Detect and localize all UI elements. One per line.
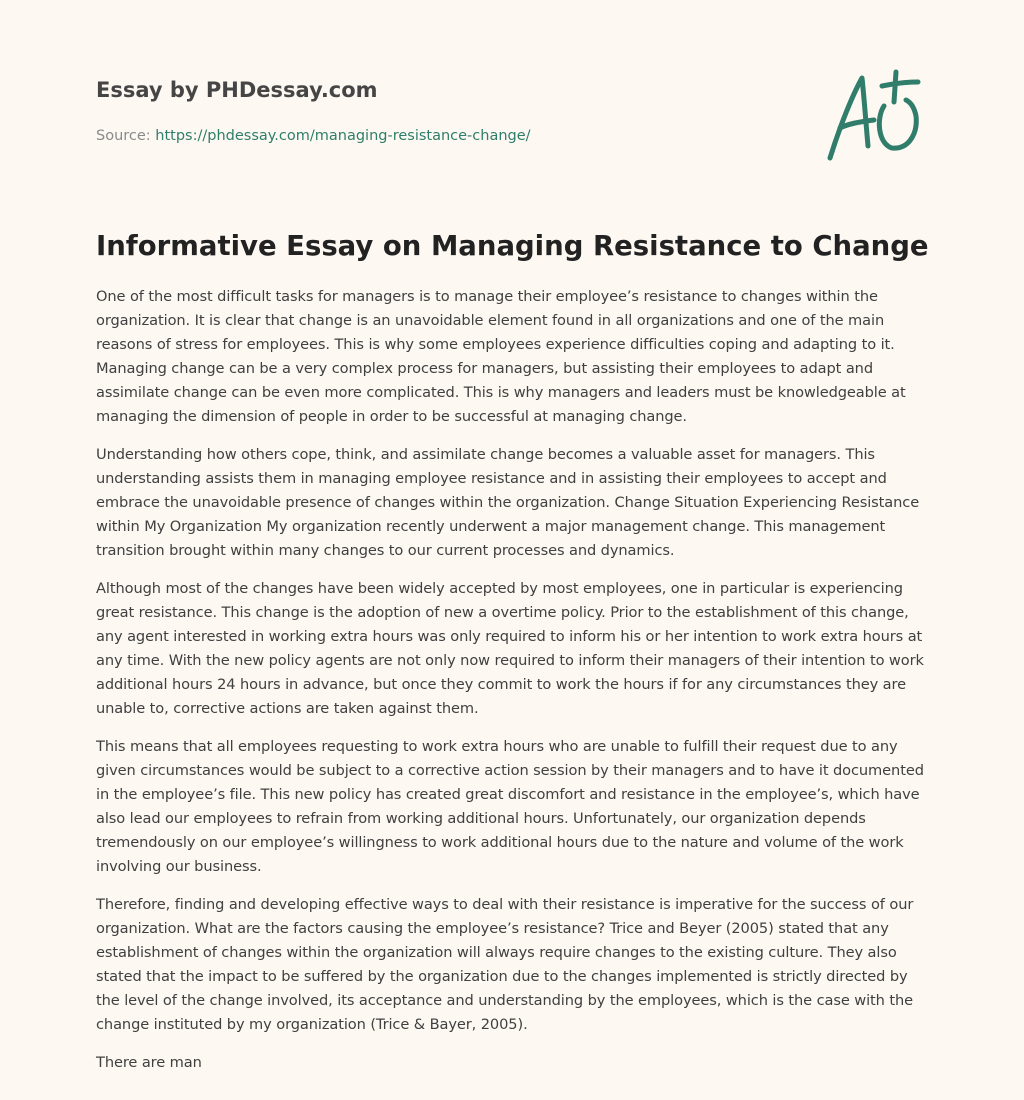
paragraph-1: One of the most difficult tasks for managers is to manage their employee’s resistance to changes within the organization. It is clear that change is an unavoidable element found in all organizations and one of the main reasons of stress for employees. This is why some employees experience difficulties coping and adapting to it. Managing change can be a very complex process for managers, but assisting their employees to adapt and assimilate change can be even more complicated. This is why managers and leaders must be knowledgeable at managing the dimension of people in order to be successful at managing change. xyxy=(96,288,906,425)
a-plus-logo-icon xyxy=(818,66,930,166)
paragraph-2: Understanding how others cope, think, and assimilate change becomes a valuable asset for managers. This understanding assists them in managing employee resistance and in assisting their employees to accept and embrace the unavoidable presence of changes within the organization. Change Situation Experiencing Resistance within My Organization My organization recently underwent a major management change. This management transition brought within many changes to our current processes and dynamics. xyxy=(96,446,920,559)
source-line xyxy=(96,126,796,146)
source-label: Source: xyxy=(96,128,156,144)
paragraph-5: Therefore, finding and developing effective ways to deal with their resistance is imperative for the success of our organization. What are the factors causing the employee’s resistance? Trice and Beyer (2005) stated that any establishment of changes within the organization will always require changes to the existing culture. They also stated that the impact to be suffered by the organization due to the changes implemented is strictly directed by the level of the change involved, its acceptance and understanding by the employees, which is the case with the change instituted by my organization (Trice & Bayer, 2005). xyxy=(96,896,914,1033)
source-link[interactable]: https://phdessay.com/managing-resistance-change/ xyxy=(155,128,531,144)
article-title: Informative Essay on Managing Resistance to Change xyxy=(96,230,929,262)
paragraph-6: There are man xyxy=(96,1054,202,1071)
article-body xyxy=(96,285,932,1089)
paragraph-3: Although most of the changes have been widely accepted by most employees, one in particular is experiencing great resistance. This change is the adoption of new a overtime policy. Prior to the establishment of this change, any agent interested in working extra hours was only required to inform his or her intention to work extra hours at any time. With the new policy agents are not only now required to inform their managers of their intention to work additional hours 24 hours in advance, but once they commit to work the hours if for any circumstances they are unable to, corrective actions are taken against them. xyxy=(96,580,924,717)
page-header xyxy=(96,76,796,146)
paragraph-4: This means that all employees requesting to work extra hours who are unable to fulfill their request due to any given circumstances would be subject to a corrective action session by their managers and to have it documented in the employee’s file. This new policy has created great discomfort and resistance in the employee’s, which have also lead our employees to refrain from working additional hours. Unfortunately, our organization depends tremendously on our employee’s willingness to work additional hours due to the nature and volume of the work involving our business. xyxy=(96,738,924,875)
brand-title: Essay by PHDessay.com xyxy=(96,78,378,102)
